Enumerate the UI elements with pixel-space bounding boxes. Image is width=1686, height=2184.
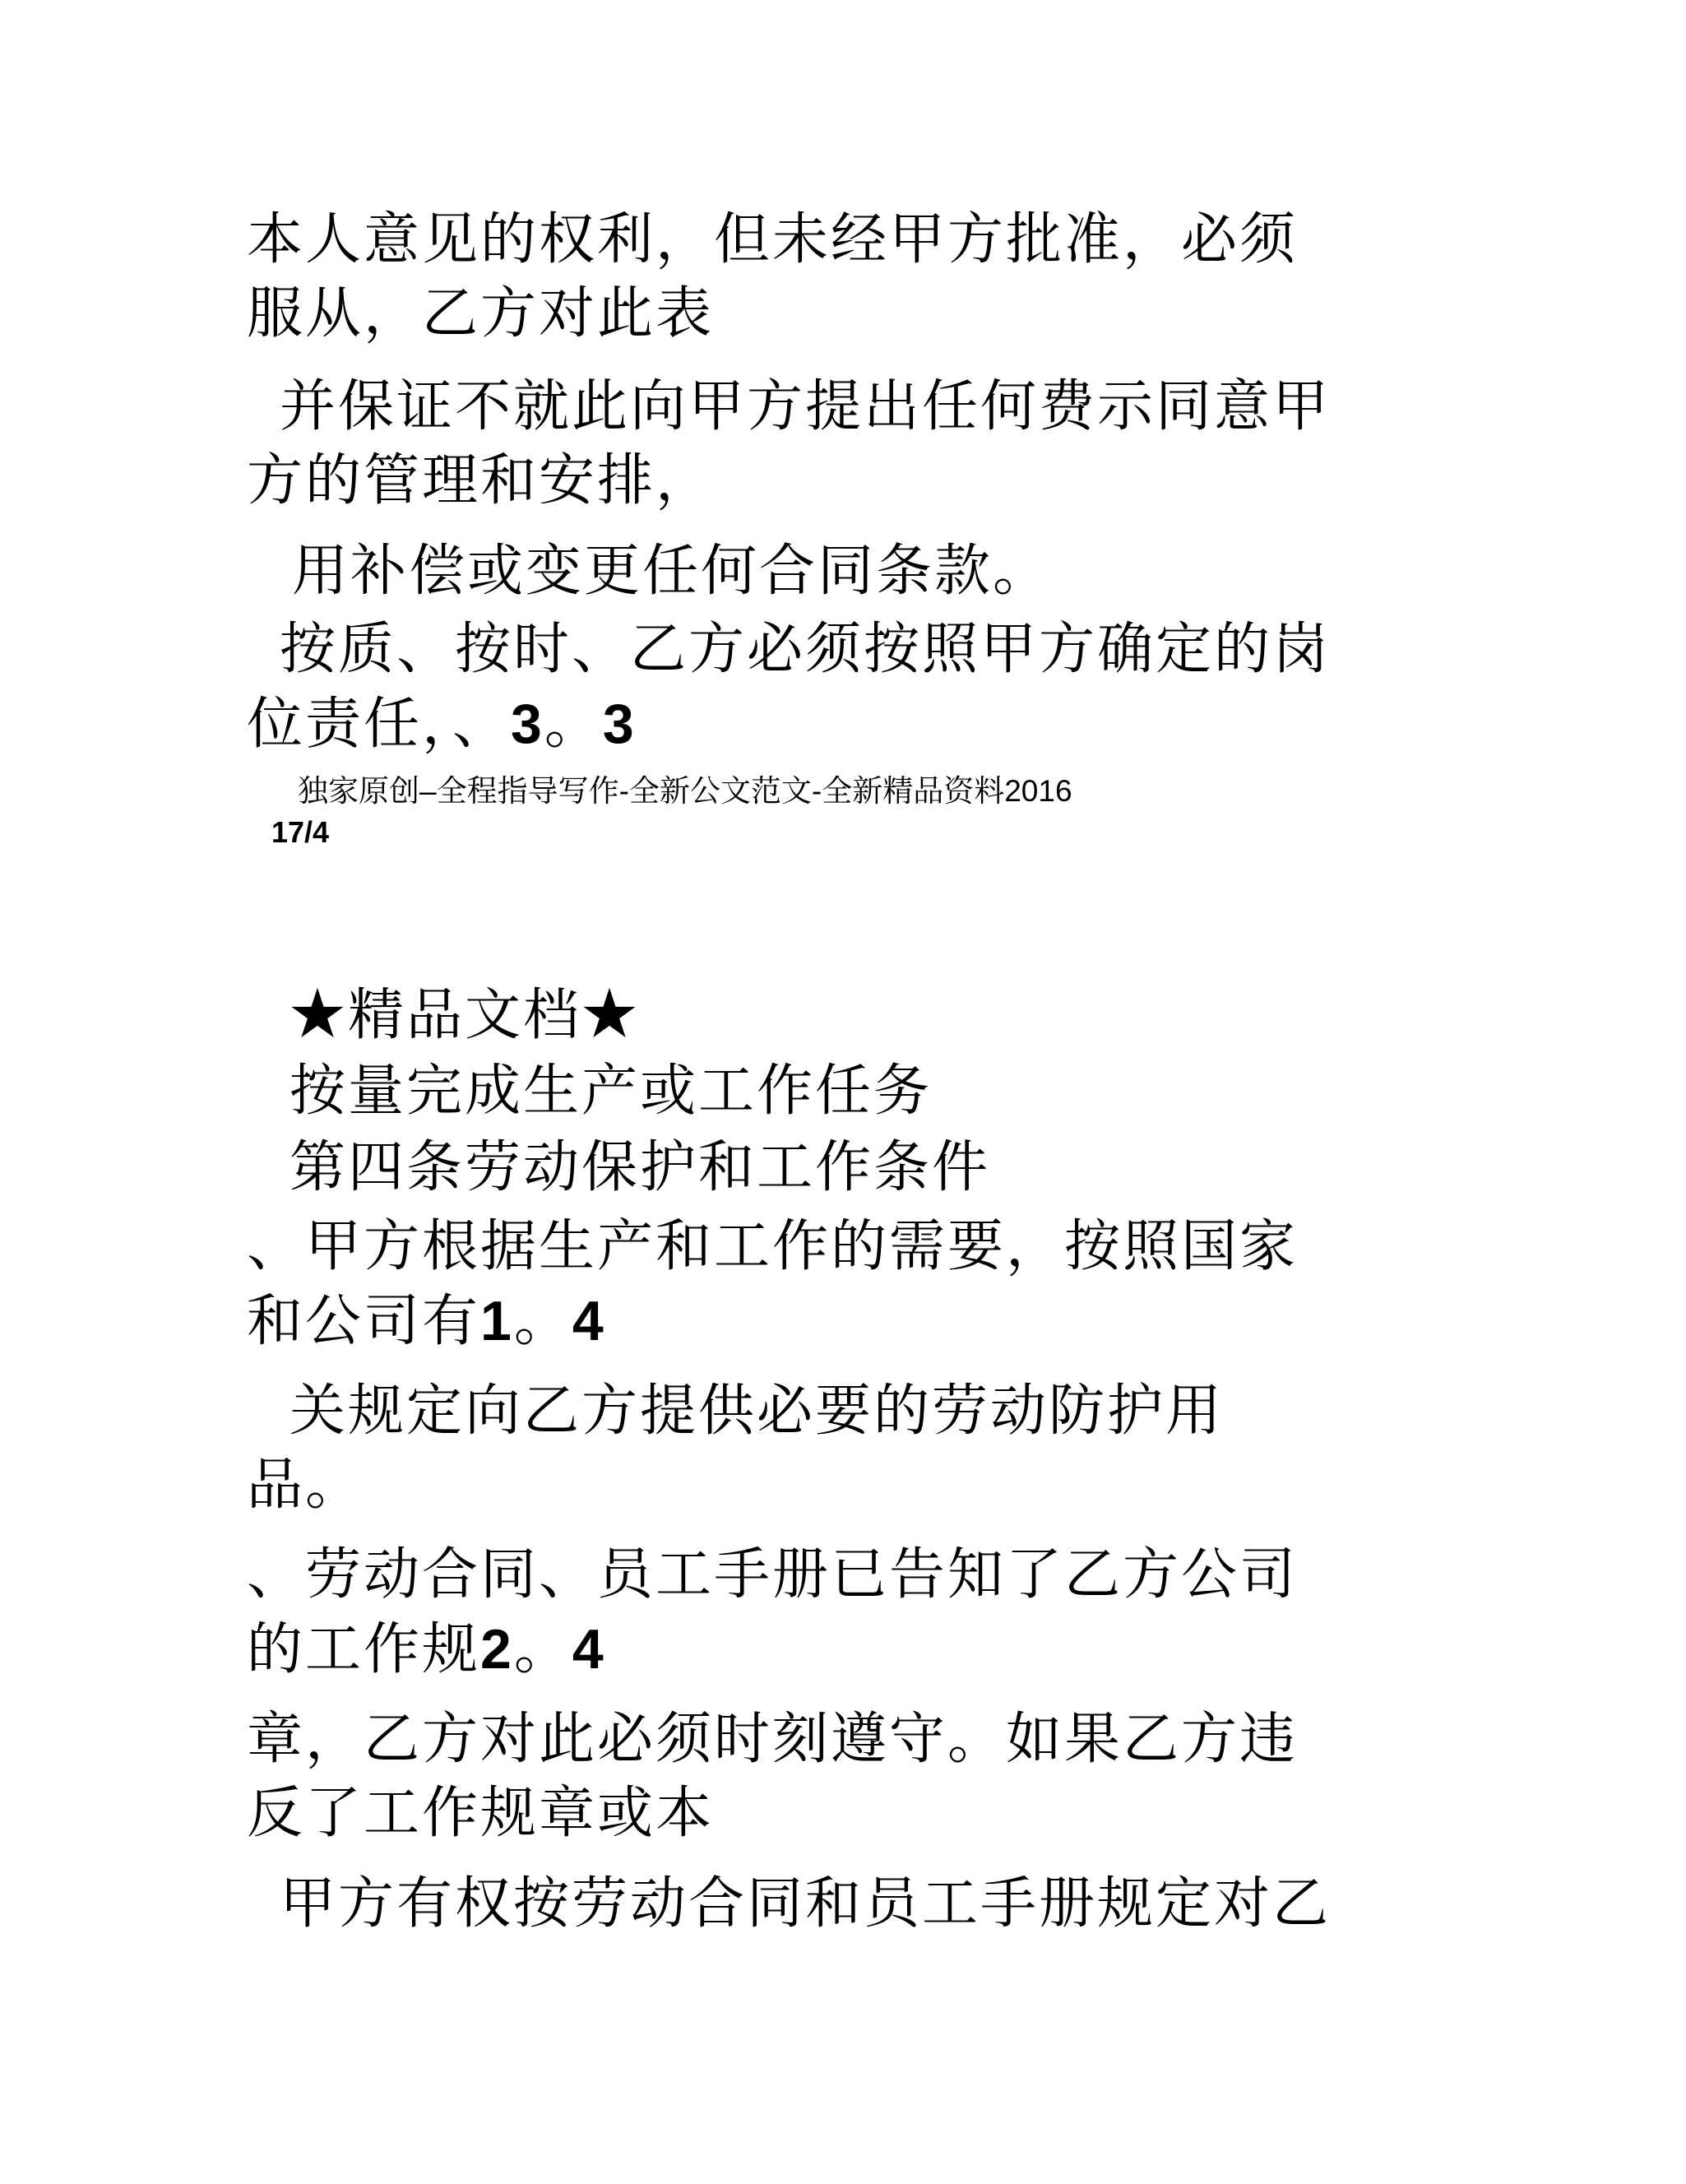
text-line [247, 1288, 606, 1355]
text-line: 、甲方根据生产和工作的需要，按照国家 [247, 1214, 1299, 1279]
text-line: 本人意见的权利，但未经甲方批准，必须 [247, 207, 1299, 272]
text-line: 甲方有权按劳动合同和员工手册规定对乙 [280, 1871, 1332, 1936]
text-line: 第四条劳动保护和工作条件 [289, 1135, 991, 1200]
section-number: 1 [480, 1290, 514, 1352]
section-number: 2 [480, 1618, 514, 1681]
text-line: 服从，乙方对此表 [247, 281, 715, 346]
page-footer: 独家原创–全程指导写作-全新公文范文-全新精品资料2016 [298, 774, 1072, 808]
text-line: 品。 [247, 1453, 364, 1518]
text-line: 方的管理和安排， [247, 448, 715, 513]
text-line: 关规定向乙方提供必要的劳动防护用 [289, 1379, 1225, 1444]
text-fragment: 。 [513, 1289, 572, 1354]
text-fragment: 的工作规 [247, 1617, 481, 1682]
text-line: 用补偿或变更任何合同条款。 [292, 539, 1052, 604]
text-fragment: 。 [544, 692, 603, 757]
text-line: 、劳动合同、员工手册已告知了乙方公司 [247, 1542, 1299, 1607]
section-number: 3 [602, 693, 637, 755]
text-line [247, 1616, 606, 1683]
text-line: 章，乙方对此必须时刻遵守。如果乙方违 [247, 1707, 1299, 1772]
section-number: 3 [511, 693, 544, 755]
page-number: 17/4 [271, 815, 330, 849]
section-number: 4 [572, 1618, 606, 1681]
text-line: 按质、按时、乙方必须按照甲方确定的岗 [280, 617, 1332, 682]
text-fragment: 位责任，、 [247, 692, 512, 757]
text-fragment: 。 [513, 1617, 572, 1682]
text-fragment: 和公司有 [247, 1289, 481, 1354]
text-line [247, 691, 637, 758]
text-line: 并保证不就此向甲方提出任何费示同意甲 [280, 374, 1332, 439]
page-header: ★精品文档★ [289, 983, 641, 1048]
text-line: 按量完成生产或工作任务 [289, 1059, 933, 1124]
section-number: 4 [572, 1290, 606, 1352]
text-line: 反了工作规章或本 [247, 1781, 715, 1846]
